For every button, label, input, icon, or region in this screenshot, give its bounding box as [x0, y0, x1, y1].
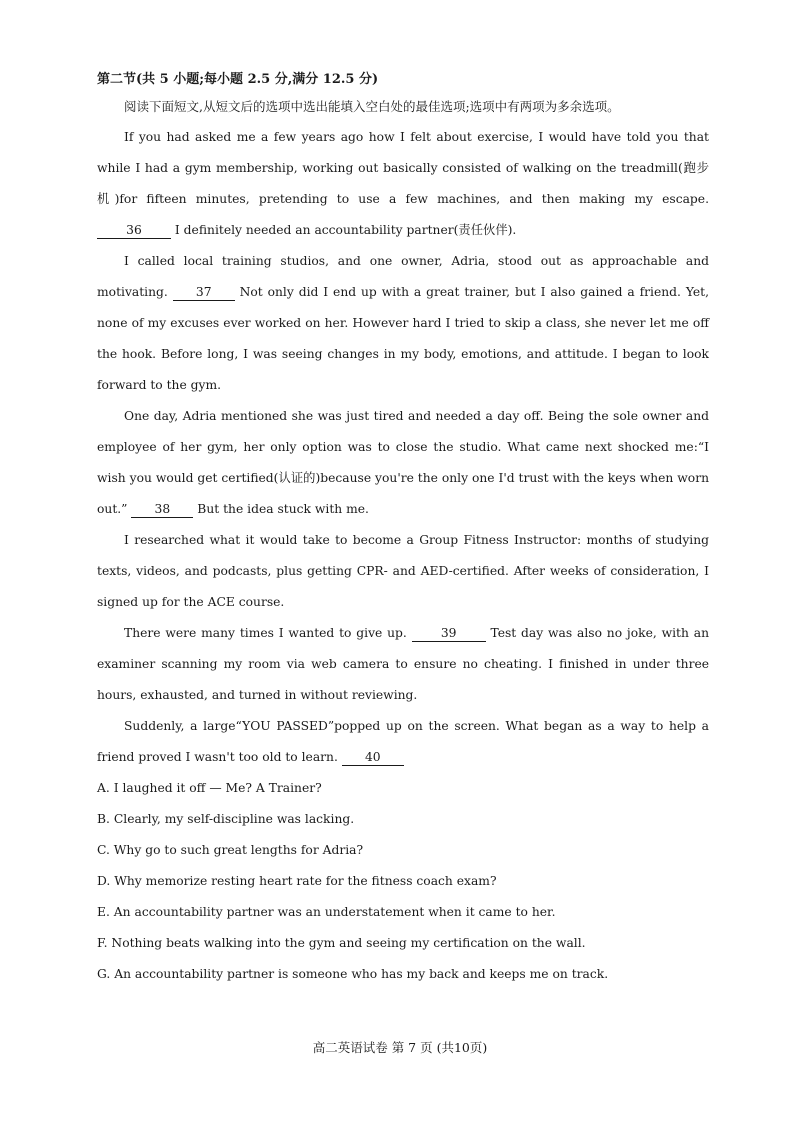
option-e: E. An accountability partner was an understatement when it came to her. — [97, 905, 556, 919]
section-heading: 第二节(共 5 小题;每小题 2.5 分,满分 12.5 分) — [97, 72, 379, 87]
paragraph-text: If you had asked me a few years ago how I felt about exercise, I would have told you that while I had a gym membership, working out basically consisted of walking on the treadmill(跑步机)for fifteen minutes, pretending to use a few machines, and then making my escape. — [97, 130, 709, 206]
answer-blank-39: 39 — [412, 625, 486, 642]
paragraph-text: I definitely needed an accountability partner(责任伙伴). — [171, 223, 517, 237]
option-d: D. Why memorize resting heart rate for the fitness coach exam? — [97, 874, 497, 888]
option-a: A. I laughed it off — Me? A Trainer? — [97, 781, 322, 795]
paragraph-text: But the idea stuck with me. — [193, 502, 369, 516]
paragraph-text: Test day was also no joke, with an examiner scanning my room via web camera to ensure no cheating. I finished in under three hours, exhausted, and turned in without reviewing. — [97, 626, 709, 702]
answer-options — [97, 773, 709, 990]
answer-blank-37: 37 — [173, 284, 235, 301]
passage-paragraph-6 — [97, 711, 709, 773]
reading-section — [97, 68, 709, 990]
paragraph-text: I called local training studios, and one owner, Adria, stood out as approachable and motivating. — [97, 254, 709, 299]
answer-blank-38: 38 — [131, 501, 193, 518]
page-footer: 高二英语试卷 第 7 页 (共10页) — [312, 1040, 488, 1055]
passage-paragraph-5 — [97, 618, 709, 711]
option-c: C. Why go to such great lengths for Adria? — [97, 843, 364, 857]
passage-paragraph-2 — [97, 246, 709, 401]
passage-paragraph-3 — [97, 401, 709, 525]
option-g: G. An accountability partner is someone who has my back and keeps me on track. — [97, 967, 609, 981]
answer-blank-36: 36 — [97, 222, 171, 239]
paragraph-text: Not only did I end up with a great trainer, but I also gained a friend. Yet, none of my excuses ever worked on her. However hard I tried to skip a class, she never let me off the hook. Before long, I was seeing changes in my body, emotions, and attitude. I began to look forward to the gym. — [97, 285, 709, 392]
option-f: F. Nothing beats walking into the gym and seeing my certification on the wall. — [97, 936, 586, 950]
answer-blank-40: 40 — [342, 749, 404, 766]
paragraph-text: Suddenly, a large“YOU PASSED”popped up on the screen. What began as a way to help a friend proved I wasn't too old to learn. — [97, 719, 709, 764]
option-b: B. Clearly, my self-discipline was lacking. — [97, 812, 355, 826]
paragraph-text: One day, Adria mentioned she was just tired and needed a day off. Being the sole owner and employee of her gym, her only option was to close the studio. What came next shocked me:“I wish you would get certified(认证的)because you're the only one I'd trust with the keys when worn out.” — [97, 409, 709, 516]
paragraph-text: There were many times I wanted to give up. — [124, 626, 412, 640]
passage-paragraph-1 — [97, 122, 709, 246]
section-instruction: 阅读下面短文,从短文后的选项中选出能填入空白处的最佳选项;选项中有两项为多余选项。 — [124, 99, 620, 114]
passage-paragraph-4: I researched what it would take to become a Group Fitness Instructor: months of studying texts, videos, and podcasts, plus getting CPR- and AED-certified. After weeks of consideration, I signed up for the ACE course. — [97, 533, 709, 609]
